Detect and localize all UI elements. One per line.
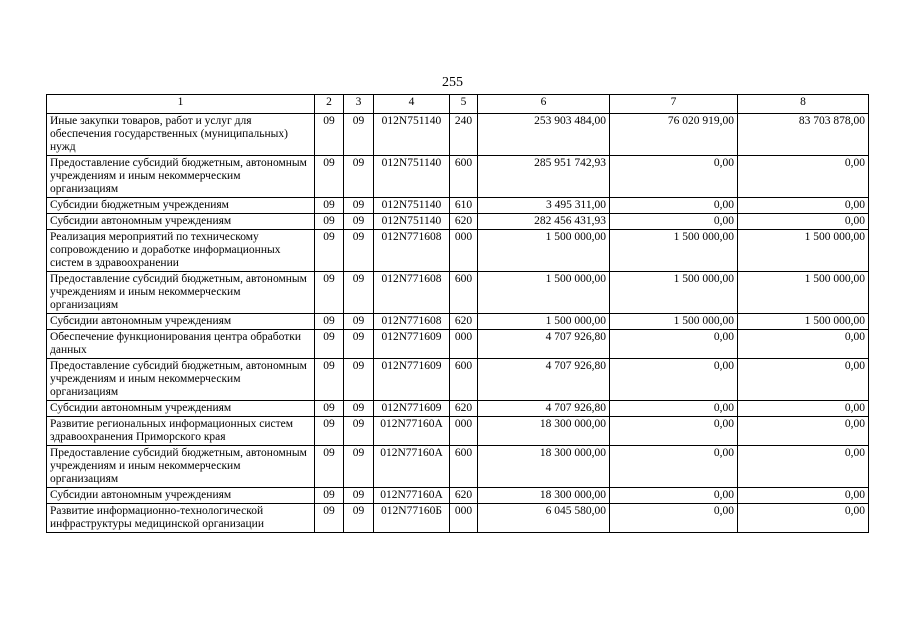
row-col2-cell: 09 [315,272,344,314]
row-amount-col8-cell: 1 500 000,00 [738,314,869,330]
row-col3-cell: 09 [344,214,374,230]
row-name-cell: Субсидии автономным учреждениям [47,214,315,230]
table-row [47,488,869,504]
table-row [47,214,869,230]
row-amount-col7-cell: 0,00 [610,417,738,446]
column-header: 2 [315,95,344,114]
row-amount-col6-cell: 6 045 580,00 [478,504,610,533]
row-col3-cell: 09 [344,401,374,417]
row-col3-cell: 09 [344,504,374,533]
row-amount-col6-cell: 18 300 000,00 [478,417,610,446]
table-row [47,272,869,314]
table-row [47,156,869,198]
row-code-cell: 012N771608 [374,230,450,272]
table-row [47,330,869,359]
column-header: 6 [478,95,610,114]
row-type-cell: 600 [450,446,478,488]
row-amount-col8-cell: 0,00 [738,446,869,488]
table-body [47,114,869,533]
row-amount-col7-cell: 0,00 [610,401,738,417]
row-col3-cell: 09 [344,114,374,156]
budget-table [46,94,869,533]
row-name-cell: Обеспечение функционирования центра обработки данных [47,330,315,359]
row-amount-col8-cell: 1 500 000,00 [738,272,869,314]
row-amount-col8-cell: 0,00 [738,198,869,214]
row-name-cell: Иные закупки товаров, работ и услуг для обеспечения государственных (муниципальных) нужд [47,114,315,156]
row-type-cell: 610 [450,198,478,214]
row-amount-col8-cell: 1 500 000,00 [738,230,869,272]
row-amount-col8-cell: 0,00 [738,214,869,230]
row-col2-cell: 09 [315,114,344,156]
row-code-cell: 012N751140 [374,214,450,230]
row-type-cell: 620 [450,314,478,330]
row-col3-cell: 09 [344,156,374,198]
row-code-cell: 012N751140 [374,114,450,156]
row-amount-col8-cell: 83 703 878,00 [738,114,869,156]
row-col2-cell: 09 [315,417,344,446]
row-type-cell: 620 [450,214,478,230]
row-code-cell: 012N77160А [374,446,450,488]
row-name-cell: Развитие информационно-технологической инфраструктуры медицинской организации [47,504,315,533]
column-header: 5 [450,95,478,114]
row-col3-cell: 09 [344,359,374,401]
row-amount-col7-cell: 0,00 [610,198,738,214]
row-code-cell: 012N771609 [374,401,450,417]
row-col3-cell: 09 [344,314,374,330]
row-name-cell: Предоставление субсидий бюджетным, автономным учреждениям и иным некоммерческим организациям [47,446,315,488]
row-name-cell: Предоставление субсидий бюджетным, автономным учреждениям и иным некоммерческим организациям [47,359,315,401]
row-amount-col6-cell: 3 495 311,00 [478,198,610,214]
row-name-cell: Развитие региональных информационных систем здравоохранения Приморского края [47,417,315,446]
row-code-cell: 012N771608 [374,314,450,330]
row-amount-col6-cell: 282 456 431,93 [478,214,610,230]
column-header: 8 [738,95,869,114]
row-code-cell: 012N771609 [374,359,450,401]
row-amount-col7-cell: 1 500 000,00 [610,272,738,314]
column-header: 4 [374,95,450,114]
row-col3-cell: 09 [344,330,374,359]
row-code-cell: 012N771608 [374,272,450,314]
header-row [47,95,869,114]
row-amount-col7-cell: 0,00 [610,330,738,359]
row-name-cell: Субсидии автономным учреждениям [47,401,315,417]
row-col3-cell: 09 [344,272,374,314]
row-amount-col8-cell: 0,00 [738,156,869,198]
row-col2-cell: 09 [315,214,344,230]
row-amount-col8-cell: 0,00 [738,359,869,401]
row-amount-col7-cell: 0,00 [610,156,738,198]
row-name-cell: Субсидии автономным учреждениям [47,314,315,330]
row-amount-col8-cell: 0,00 [738,417,869,446]
row-amount-col7-cell: 1 500 000,00 [610,314,738,330]
row-col2-cell: 09 [315,359,344,401]
row-name-cell: Реализация мероприятий по техническому сопровождению и доработке информационных систем в здравоохранении [47,230,315,272]
table-row [47,114,869,156]
row-name-cell: Субсидии бюджетным учреждениям [47,198,315,214]
row-col3-cell: 09 [344,446,374,488]
row-amount-col6-cell: 1 500 000,00 [478,314,610,330]
row-type-cell: 620 [450,401,478,417]
row-name-cell: Субсидии автономным учреждениям [47,488,315,504]
row-amount-col6-cell: 4 707 926,80 [478,401,610,417]
row-amount-col6-cell: 285 951 742,93 [478,156,610,198]
row-type-cell: 000 [450,330,478,359]
row-amount-col6-cell: 253 903 484,00 [478,114,610,156]
table-row [47,198,869,214]
row-code-cell: 012N751140 [374,156,450,198]
row-col2-cell: 09 [315,488,344,504]
row-amount-col7-cell: 0,00 [610,446,738,488]
row-col2-cell: 09 [315,401,344,417]
row-amount-col6-cell: 18 300 000,00 [478,446,610,488]
row-type-cell: 600 [450,359,478,401]
row-col2-cell: 09 [315,314,344,330]
row-code-cell: 012N771609 [374,330,450,359]
row-amount-col8-cell: 0,00 [738,488,869,504]
row-amount-col8-cell: 0,00 [738,504,869,533]
row-type-cell: 000 [450,417,478,446]
row-amount-col6-cell: 4 707 926,80 [478,359,610,401]
table-row [47,230,869,272]
column-header: 3 [344,95,374,114]
row-amount-col7-cell: 0,00 [610,359,738,401]
table-row [47,401,869,417]
row-col2-cell: 09 [315,330,344,359]
row-code-cell: 012N77160А [374,417,450,446]
row-col2-cell: 09 [315,230,344,272]
row-amount-col8-cell: 0,00 [738,401,869,417]
row-amount-col6-cell: 4 707 926,80 [478,330,610,359]
row-amount-col6-cell: 18 300 000,00 [478,488,610,504]
table-row [47,417,869,446]
row-col3-cell: 09 [344,198,374,214]
row-col3-cell: 09 [344,488,374,504]
row-col3-cell: 09 [344,230,374,272]
row-amount-col7-cell: 0,00 [610,488,738,504]
table-row [47,359,869,401]
row-type-cell: 000 [450,504,478,533]
row-col2-cell: 09 [315,446,344,488]
row-amount-col8-cell: 0,00 [738,330,869,359]
table-row [47,504,869,533]
row-name-cell: Предоставление субсидий бюджетным, автономным учреждениям и иным некоммерческим организациям [47,272,315,314]
row-amount-col6-cell: 1 500 000,00 [478,230,610,272]
row-amount-col7-cell: 0,00 [610,214,738,230]
table-row [47,446,869,488]
row-code-cell: 012N751140 [374,198,450,214]
row-col2-cell: 09 [315,156,344,198]
row-col2-cell: 09 [315,198,344,214]
row-amount-col7-cell: 0,00 [610,504,738,533]
row-code-cell: 012N77160Б [374,504,450,533]
row-name-cell: Предоставление субсидий бюджетным, автономным учреждениям и иным некоммерческим организациям [47,156,315,198]
row-type-cell: 600 [450,272,478,314]
page-number: 255 [442,75,463,90]
row-amount-col7-cell: 1 500 000,00 [610,230,738,272]
row-col3-cell: 09 [344,417,374,446]
row-amount-col6-cell: 1 500 000,00 [478,272,610,314]
row-code-cell: 012N77160А [374,488,450,504]
column-header: 1 [47,95,315,114]
column-header: 7 [610,95,738,114]
table-row [47,314,869,330]
row-amount-col7-cell: 76 020 919,00 [610,114,738,156]
row-type-cell: 000 [450,230,478,272]
row-type-cell: 620 [450,488,478,504]
row-type-cell: 240 [450,114,478,156]
row-col2-cell: 09 [315,504,344,533]
row-type-cell: 600 [450,156,478,198]
